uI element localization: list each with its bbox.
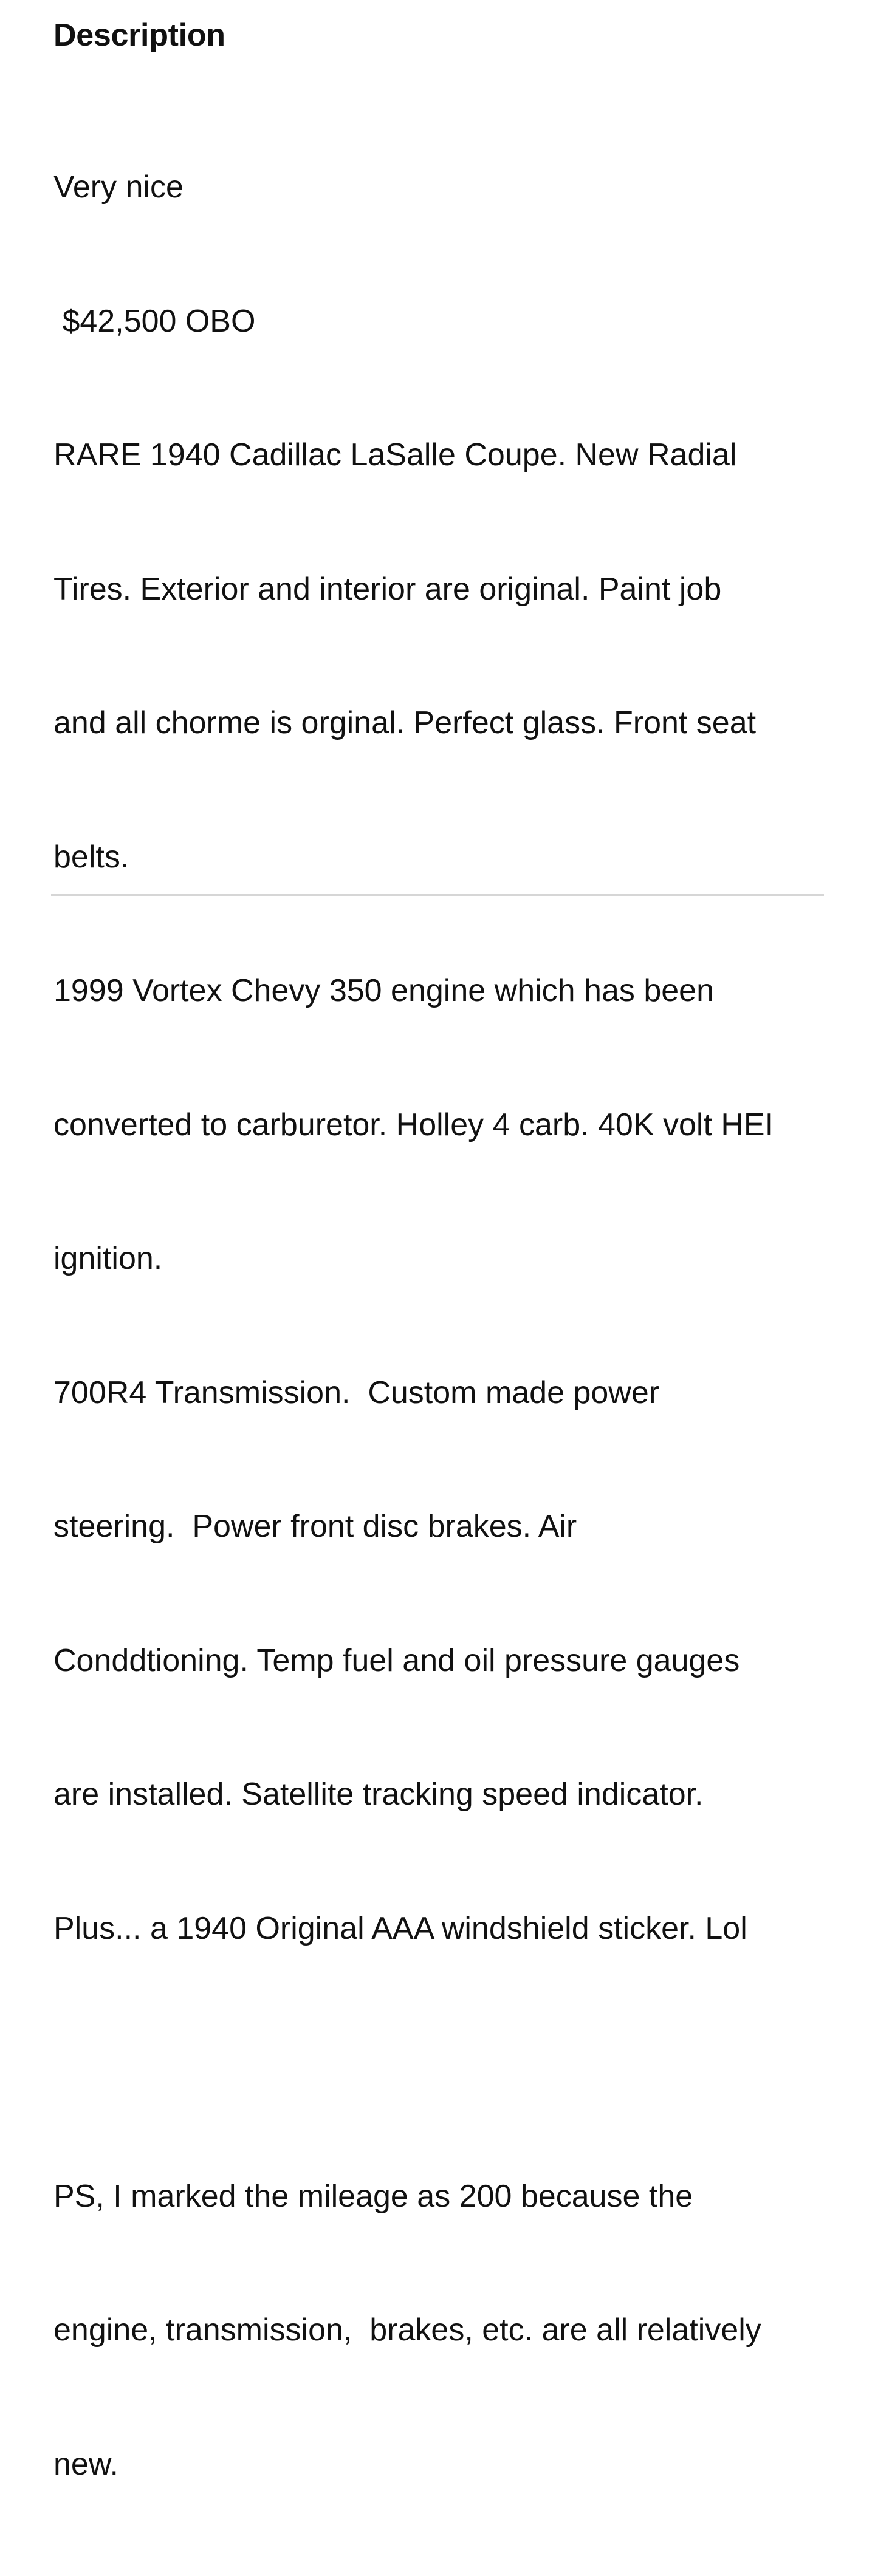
description-line: RARE 1940 Cadillac LaSalle Coupe. New Radial [53,437,737,473]
description-line: new. [53,2446,118,2482]
description-line: 1999 Vortex Chevy 350 engine which has been [53,973,714,1008]
description-line: Conddtioning. Temp fuel and oil pressure gauges [53,1642,740,1678]
description-line: Plus... a 1940 Original AAA windshield sticker. Lol [53,1910,747,1946]
description-line: Tires. Exterior and interior are original. Paint job [53,571,722,607]
description-line: steering. Power front disc brakes. Air [53,1509,577,1544]
description-line: and all chorme is orginal. Perfect glass. Front seat [53,705,757,740]
description-line: 700R4 Transmission. Custom made power [53,1375,660,1410]
description-heading: Description [53,18,225,53]
description-line: ignition. [53,1241,163,1276]
section-divider [51,894,824,896]
description-line: belts. [53,839,129,875]
description-line: Very nice [53,169,184,205]
description-line: are installed. Satellite tracking speed indicator. [53,1777,704,1812]
blank-line [53,2040,824,2085]
description-body [53,76,824,2576]
description-line: converted to carburetor. Holley 4 carb. 40K volt HEI [53,1107,774,1143]
description-line: engine, transmission, brakes, etc. are all relatively [53,2312,761,2348]
description-line: PS, I marked the mileage as 200 because the [53,2178,693,2214]
price-line: $42,500 OBO [53,303,256,339]
